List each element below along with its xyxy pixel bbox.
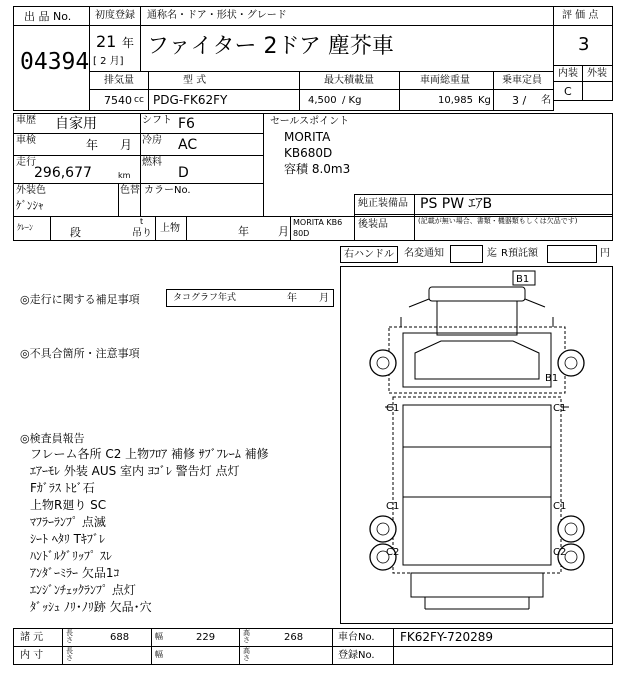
- crane-hoist: 吊り: [132, 228, 152, 239]
- width-label: 幅: [155, 632, 163, 641]
- ext-color-label: 外装色: [16, 185, 46, 196]
- score: 3: [578, 34, 590, 55]
- mileage: 296,677: [34, 165, 92, 181]
- length: 688: [110, 632, 130, 643]
- crane-steps: 段: [70, 226, 81, 239]
- history: 自家用: [55, 116, 97, 132]
- inspector-line: ｼｰﾄ ﾍﾀﾘ Tｷﾌﾞﾚ: [30, 532, 105, 546]
- inner-height-label: 高さ: [243, 647, 250, 662]
- length-label: 長さ: [66, 629, 73, 644]
- equipment-value: PS PW ｴｱB: [420, 196, 493, 212]
- inspector-line: ﾏﾌﾗｰﾗﾝﾌﾟ 点滅: [30, 515, 106, 529]
- damage-diagram-frame: [340, 266, 613, 624]
- chassis-no: FK62FY-720289: [400, 630, 493, 644]
- width: 229: [196, 632, 216, 643]
- inspector-line: フレーム各所 C2 上物ﾌﾛｱ 補修 ｻﾌﾞﾌﾚｰﾑ 補修: [30, 447, 269, 461]
- damage-mark: C2: [386, 547, 400, 558]
- interior-grade-cell: [553, 81, 583, 101]
- first-reg-label: 初度登録: [95, 10, 135, 21]
- gross-weight-label: 車両総重量: [420, 75, 470, 86]
- max-load-label: 最大積載量: [324, 75, 374, 86]
- damage-mark: C1: [553, 501, 567, 512]
- body-maker: MORITA KB6: [293, 218, 343, 227]
- mileage-label: 走行: [16, 157, 36, 168]
- max-load-label-cell: [299, 71, 400, 90]
- recycle-label: R預託額: [501, 248, 538, 259]
- tachograph-label: タコグラフ年式: [173, 293, 237, 303]
- inspector-report-label: ◎検査員報告: [20, 432, 85, 445]
- aircon: AC: [178, 137, 198, 153]
- model-code: PDG-FK62FY: [153, 93, 228, 107]
- model-code-cell: [148, 89, 300, 111]
- displacement-cell: [89, 89, 149, 111]
- tachograph-box: [166, 289, 334, 307]
- inner-width-label: 幅: [155, 650, 163, 659]
- aftermarket-label: 後装品: [358, 219, 388, 230]
- damage-mark: C1: [386, 501, 400, 512]
- score-label: 評 価 点: [562, 10, 599, 21]
- model-label: 型 式: [183, 75, 207, 86]
- yen-label: 円: [600, 248, 610, 259]
- lot-no-label-cell: [13, 6, 90, 26]
- inner-length-label: 長さ: [66, 647, 73, 662]
- inspection-month: 月: [120, 138, 133, 152]
- capacity-cell: [493, 89, 554, 111]
- driving-notes-label: ◎走行に関する補足事項: [20, 293, 140, 306]
- shift: F6: [178, 116, 195, 132]
- interior-label-cell: [553, 65, 583, 82]
- inspector-line: 上物R廻り SC: [30, 498, 107, 512]
- height-label: 高さ: [243, 629, 250, 644]
- dims-label: 諸 元: [20, 632, 44, 643]
- inspector-report-lines: [30, 448, 330, 618]
- max-load-unit: / Kg: [342, 95, 362, 106]
- fuel: D: [178, 165, 189, 181]
- recycle-box: [547, 245, 597, 263]
- body-maker-line2: 80D: [293, 229, 310, 238]
- equipment-label: 純正装備品: [358, 198, 408, 209]
- right-hand-label: 右ハンドル: [344, 249, 394, 260]
- aircon-label: 冷房: [142, 135, 162, 146]
- shift-label: シフト: [142, 115, 172, 126]
- history-label: 車歴: [16, 115, 36, 126]
- model-desc-label: 通称名・ドア・形状・グレード: [147, 10, 287, 21]
- selling-points-label: セールスポイント: [270, 116, 350, 127]
- rv-label: 迄: [487, 248, 497, 259]
- chassis-label: 車台No.: [338, 632, 375, 643]
- defect-notes-label: ◎不具合箇所・注意事項: [20, 347, 140, 360]
- color-no-label: カラーNo.: [144, 185, 191, 196]
- tachograph-year: 年: [287, 293, 297, 304]
- aftermarket-note: (記載が無い場合、書類・機器類もしくは欠品です): [418, 217, 578, 225]
- score-cell: [553, 25, 613, 66]
- gross-weight-cell: [399, 89, 494, 111]
- lot-no-label: 出 品 No.: [24, 10, 72, 23]
- gross-weight-unit: Kg: [478, 95, 491, 106]
- score-label-cell: [553, 6, 613, 26]
- max-load-cell: [299, 89, 400, 111]
- right-hand-box: [340, 246, 398, 263]
- crane-t: t: [140, 217, 144, 226]
- tachograph-month: 月: [319, 293, 329, 304]
- body-label: 上物: [160, 223, 180, 234]
- inspector-line: ﾊﾝﾄﾞﾙｸﾞﾘｯﾌﾟ ｽﾚ: [30, 549, 112, 563]
- truck-diagram: [341, 267, 612, 623]
- lot-no: 04394: [20, 49, 90, 75]
- model-label-cell: [148, 71, 300, 90]
- capacity-unit: 名: [541, 95, 551, 106]
- exterior-label-cell: [582, 65, 613, 82]
- displacement-label: 排気量: [104, 75, 134, 86]
- damage-mark: B1: [516, 274, 530, 285]
- selling-point-line: MORITA: [284, 130, 331, 144]
- mileage-unit: km: [118, 171, 131, 180]
- exterior-grade-cell: [582, 81, 613, 101]
- reg-date-cell: [89, 25, 141, 72]
- body-month: 月: [278, 225, 289, 238]
- capacity-label-cell: [493, 71, 554, 90]
- inspector-line: ｴﾝｼﾞﾝﾁｪｯｸﾗﾝﾌﾟ 点灯: [30, 583, 136, 597]
- inner-dims-label: 内 寸: [20, 650, 44, 661]
- damage-mark: C1: [553, 403, 567, 414]
- inspection-label: 車検: [16, 135, 36, 146]
- inspector-line: ﾀﾞｯｼｭ ﾉﾘ･ﾉﾘ跡 欠品･穴: [30, 600, 152, 614]
- reg-year-unit: 年: [122, 36, 135, 50]
- first-reg-cell: [89, 6, 141, 26]
- reg-month: [ 2 月]: [93, 56, 124, 67]
- lot-no-cell: [13, 25, 90, 111]
- interior-label: 内装: [558, 68, 578, 79]
- name-change-box: [450, 245, 483, 263]
- selling-point-line: 容積 8.0m3: [284, 162, 351, 176]
- crane-label: ｸﾚｰﾝ: [17, 223, 33, 232]
- damage-mark: C1: [386, 403, 400, 414]
- damage-mark: C2: [553, 547, 567, 558]
- damage-mark: B1: [545, 373, 559, 384]
- color-change-label: 色替: [120, 185, 140, 196]
- reg-year: 21: [96, 32, 117, 51]
- inspector-line: Fｶﾞﾗｽ ﾄﾋﾞ石: [30, 481, 95, 495]
- inspector-line: ｴｱｰﾓﾚ 外装 AUS 室内 ﾖｺﾞﾚ 警告灯 点灯: [30, 464, 240, 478]
- max-load: 4,500: [308, 95, 337, 106]
- gross-weight-label-cell: [399, 71, 494, 90]
- exterior-label: 外装: [587, 68, 607, 79]
- displacement: 7540: [104, 94, 132, 107]
- ext-color: ｹﾞﾝｼｬ: [16, 199, 44, 212]
- displacement-label-cell: [89, 71, 149, 90]
- vehicle-name: ファイター 2ドア 塵芥車: [147, 34, 394, 59]
- capacity-label: 乗車定員: [502, 75, 542, 86]
- fuel-label: 燃料: [142, 157, 162, 168]
- model-desc-label-cell: [140, 6, 554, 26]
- gross-weight: 10,985: [438, 95, 473, 106]
- inspection-year: 年: [86, 138, 99, 152]
- selling-point-line: KB680D: [284, 146, 333, 160]
- vehicle-name-cell: [140, 25, 554, 72]
- capacity: 3 /: [512, 94, 527, 107]
- height: 268: [284, 632, 304, 643]
- inspector-line: ｱﾝﾀﾞｰﾐﾗｰ 欠品1ｺ: [30, 566, 120, 580]
- displacement-unit: cc: [134, 95, 144, 105]
- name-change-label: 名変通知: [404, 248, 444, 259]
- body-year: 年: [238, 225, 249, 238]
- interior-grade: C: [564, 85, 572, 98]
- reg-no-label: 登録No.: [338, 650, 375, 661]
